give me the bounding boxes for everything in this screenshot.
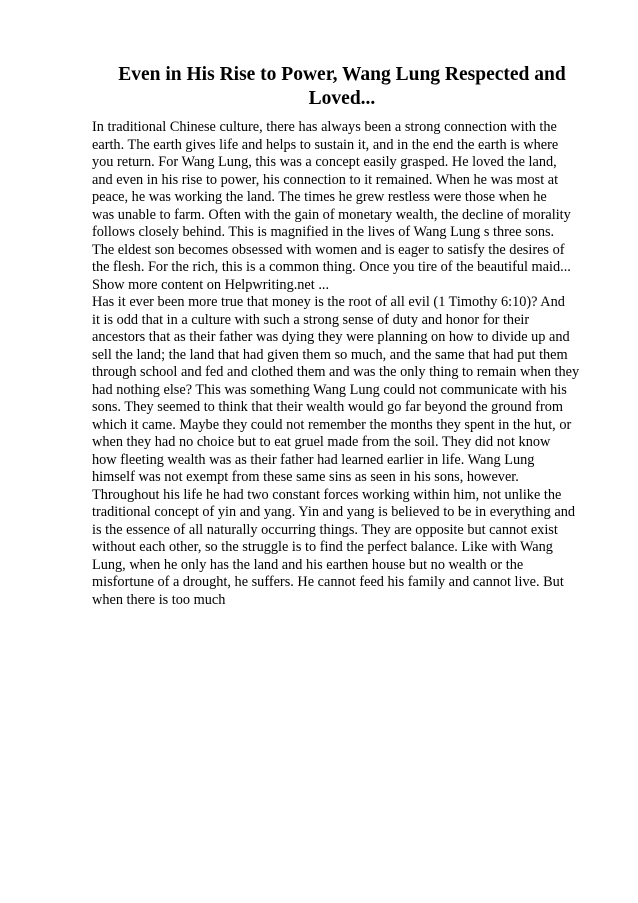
text-line: misfortune of a drought, he suffers. He cannot feed his family and cannot live. But (92, 574, 564, 590)
text-line: The eldest son becomes obsessed with women and is eager to satisfy the desires of (92, 241, 565, 258)
show-more-line: Show more content on Helpwriting.net ... (92, 276, 330, 293)
text-line: when they had no choice but to eat gruel made from the soil. They did not know (92, 434, 551, 450)
text-line: peace, he was working the land. The times he grew restless were those when he (92, 189, 547, 205)
text-line: when there is too much (92, 591, 226, 608)
text-line: follows closely behind. This is magnified in the lives of Wang Lung s three sons. (92, 224, 555, 240)
document-title: Even in His Rise to Power, Wang Lung Respected and Loved... (118, 64, 566, 109)
text-line: earth. The earth gives life and helps to sustain it, and in the end the earth is where (92, 136, 559, 153)
text-line: the flesh. For the rich, this is a common thing. Once you tire of the beautiful maid... (92, 259, 571, 275)
text-line: it is odd that in a culture with such a strong sense of duty and honor for their (92, 311, 530, 328)
text-line: himself was not exempt from these same sins as seen in his sons, however. (92, 469, 519, 485)
text-line: how fleeting wealth was as their father had learned earlier in life. Wang Lung (92, 451, 535, 468)
text-line: had nothing else? This was something Wang Lung could not communicate with his (92, 381, 567, 398)
text-line: ancestors that as their father was dying they were planning on how to divide up and (92, 329, 570, 345)
text-line: Throughout his life he had two constant forces working within him, not unlike the (92, 486, 562, 503)
text-line: Has it ever been more true that money is the root of all evil (1 Timothy 6:10)? And (92, 294, 565, 310)
text-line: and even in his rise to power, his connection to it remained. When he was most at (92, 171, 559, 188)
text-line: which it came. Maybe they could not remember the months they spent in the hut, or (92, 416, 572, 433)
text-line: through school and fed and clothed them and was the only thing to remain when they (92, 364, 580, 380)
text-line: traditional concept of yin and yang. Yin and yang is believed to be in everything and (92, 504, 576, 520)
document-body (92, 119, 592, 609)
text-line: sell the land; the land that had given them so much, and the same that had put them (92, 346, 568, 363)
text-line: you return. For Wang Lung, this was a concept easily grasped. He loved the land, (92, 154, 557, 170)
text-line: was unable to farm. Often with the gain of monetary wealth, the decline of morality (92, 206, 571, 223)
text-line: is the essence of all naturally occurring things. They are opposite but cannot exist (92, 521, 558, 538)
text-line: In traditional Chinese culture, there has always been a strong connection with the (92, 119, 557, 135)
text-line: sons. They seemed to think that their wealth would go far beyond the ground from (92, 399, 564, 415)
text-line: Lung, when he only has the land and his earthen house but no wealth or the (92, 556, 524, 573)
text-line: without each other, so the struggle is to find the perfect balance. Like with Wang (92, 539, 553, 555)
